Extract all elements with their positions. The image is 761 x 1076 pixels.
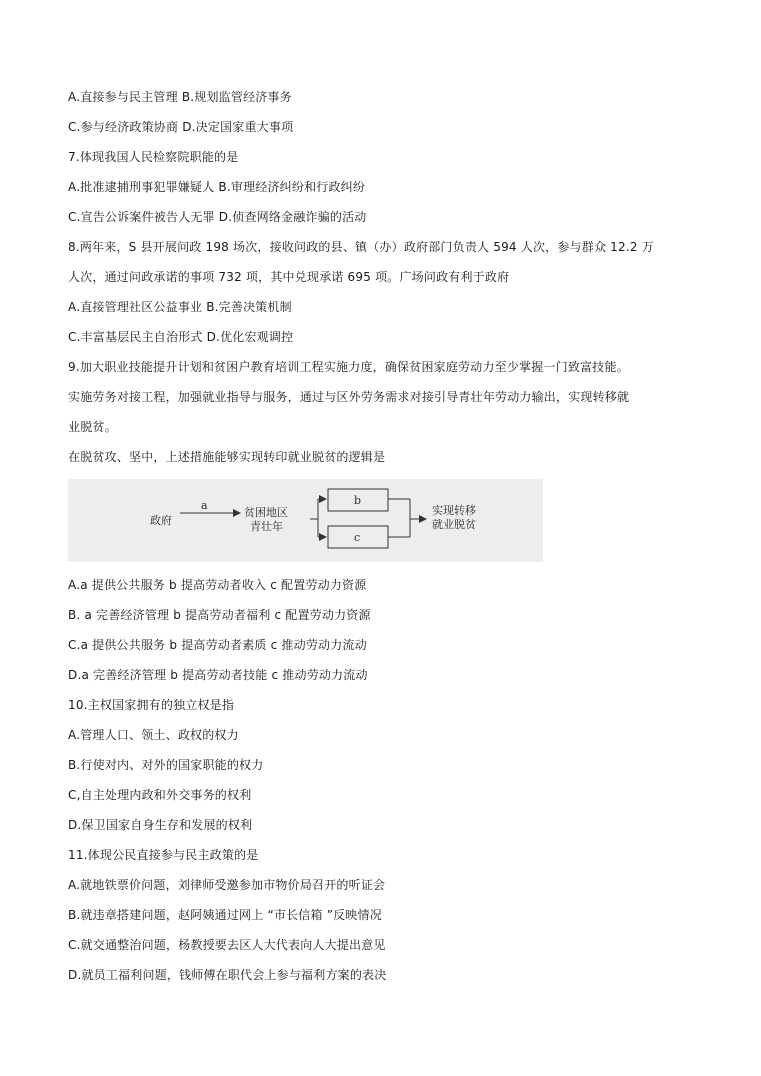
diagram-government-label: 政府 — [150, 514, 172, 527]
q8-stem-line1: 8.两年来，S 县开展问政 198 场次，接收问政的县、镇（办）政府部门负责人 594 人次，参与群众 12.2 万 — [68, 240, 654, 254]
q11-stem: 11.体现公民直接参与民主政策的是 — [68, 848, 259, 862]
q6-options-ab: A.直接参与民主管理 B.规划监管经济事务 — [68, 90, 292, 104]
q9-option-b: B. a 完善经济管理 b 提高劳动者福利 c 配置劳动力资源 — [68, 608, 371, 622]
q7-options-ab: A.批准逮捕刑事犯罪嫌疑人 B.审理经济纠纷和行政纠纷 — [68, 180, 366, 194]
q11-option-d: D.就员工福利问题，钱师傅在职代会上参与福利方案的表决 — [68, 968, 387, 982]
diagram-label-c: c — [354, 531, 361, 544]
q7-stem: 7.体现我国人民检察院职能的是 — [68, 150, 239, 164]
q9-stem-line3: 业脱贫。 — [68, 420, 117, 434]
q9-option-d: D.a 完善经济管理 b 提高劳动者技能 c 推动劳动力流动 — [68, 668, 368, 682]
q9-option-c: C.a 提供公共服务 b 提高劳动者素质 c 推动劳动力流动 — [68, 638, 367, 652]
q10-option-c: C,自主处理内政和外交事务的权利 — [68, 788, 252, 802]
q9-stem-line2: 实施劳务对接工程，加强就业指导与服务，通过与区外劳务需求对接引导青壮年劳动力输出，实现转移就 — [68, 390, 630, 404]
diagram-result-line1: 实现转移 — [432, 504, 476, 517]
q11-option-b: B.就违章搭建问题，赵阿姨通过网上 “市长信箱 ”反映情况 — [68, 908, 382, 922]
q8-options-ab: A.直接管理社区公益事业 B.完善决策机制 — [68, 300, 292, 314]
diagram-label-a: a — [201, 499, 208, 512]
q9-diagram-svg — [68, 479, 543, 562]
q8-stem-line2: 人次，通过问政承诺的事项 732 项，其中兑现承诺 695 项。广场问政有利于政府 — [68, 270, 510, 284]
q11-option-a: A.就地铁票价问题，刘律师受邀参加市物价局召开的听证会 — [68, 878, 386, 892]
q11-option-c: C.就交通整治问题，杨教授要去区人大代表向人大提出意见 — [68, 938, 386, 952]
q6-options-cd: C.参与经济政策协商 D.决定国家重大事项 — [68, 120, 294, 134]
q9-stem-line1: 9.加大职业技能提升计划和贫困户教育培训工程实施力度，确保贫困家庭劳动力至少掌握一门致富技能。 — [68, 360, 629, 374]
q10-stem: 10.主权国家拥有的独立权是指 — [68, 698, 235, 712]
q10-option-b: B.行使对内、对外的国家职能的权力 — [68, 758, 264, 772]
q8-options-cd: C.丰富基层民主自治形式 D.优化宏观调控 — [68, 330, 294, 344]
q10-option-a: A.管理人口、领土、政权的权力 — [68, 728, 239, 742]
q9-logic-diagram — [68, 479, 543, 562]
diagram-result-line2: 就业脱贫 — [432, 518, 476, 531]
q9-stem-line4: 在脱贫攻、坚中，上述措施能够实现转印就业脱贫的逻辑是 — [68, 450, 386, 464]
q10-option-d: D.保卫国家自身生存和发展的权利 — [68, 818, 253, 832]
q7-options-cd: C.宣告公诉案件被告人无罪 D.侦查网络金融诈骗的活动 — [68, 210, 367, 224]
q9-option-a: A.a 提供公共服务 b 提高劳动者收入 c 配置劳动力资源 — [68, 578, 367, 592]
diagram-target-line1: 贫困地区 — [244, 506, 288, 519]
diagram-label-b: b — [354, 494, 362, 507]
diagram-target-line2: 青壮年 — [250, 520, 283, 533]
